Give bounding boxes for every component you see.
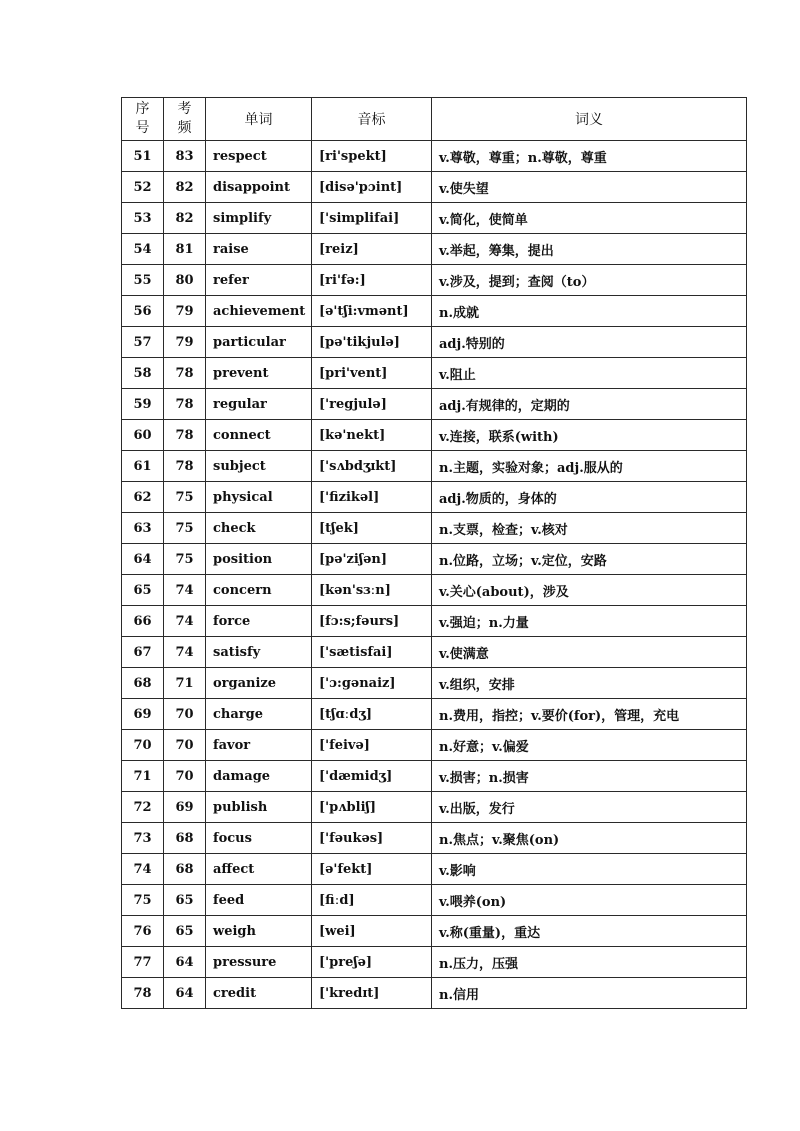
word-cell: raise: [206, 234, 312, 265]
table-row: [122, 699, 747, 730]
header-serial-number: [122, 98, 164, 141]
header-serial-number-line1: 序: [135, 101, 150, 117]
serial-number-cell: 68: [122, 668, 164, 699]
phonetic-cell: [fiːd]: [312, 885, 432, 916]
exam-frequency-cell: 68: [164, 823, 206, 854]
serial-number-cell: 76: [122, 916, 164, 947]
exam-frequency-cell: 82: [164, 203, 206, 234]
word-cell: particular: [206, 327, 312, 358]
exam-frequency-cell: 65: [164, 916, 206, 947]
serial-number-cell: 59: [122, 389, 164, 420]
header-exam-frequency-line1: 考: [177, 101, 192, 117]
table-row: [122, 761, 747, 792]
phonetic-cell: [ə'tʃi:vmənt]: [312, 296, 432, 327]
serial-number-cell: 74: [122, 854, 164, 885]
meaning-cell: v.连接，联系(with): [432, 420, 747, 451]
table-row: [122, 327, 747, 358]
phonetic-cell: [ə'fekt]: [312, 854, 432, 885]
meaning-cell: n.成就: [432, 296, 747, 327]
table-row: [122, 513, 747, 544]
exam-frequency-cell: 74: [164, 637, 206, 668]
table-row: [122, 544, 747, 575]
exam-frequency-cell: 70: [164, 699, 206, 730]
serial-number-cell: 66: [122, 606, 164, 637]
meaning-cell: n.焦点；v.聚焦(on): [432, 823, 747, 854]
exam-frequency-cell: 78: [164, 420, 206, 451]
table-header: [122, 98, 747, 141]
serial-number-cell: 54: [122, 234, 164, 265]
exam-frequency-cell: 75: [164, 482, 206, 513]
header-exam-frequency-line2: 频: [177, 120, 192, 136]
meaning-cell: v.涉及，提到；查阅（to）: [432, 265, 747, 296]
table-row: [122, 234, 747, 265]
table-row: [122, 668, 747, 699]
header-meaning: 词义: [432, 98, 747, 141]
phonetic-cell: [wei]: [312, 916, 432, 947]
word-cell: simplify: [206, 203, 312, 234]
exam-frequency-cell: 78: [164, 389, 206, 420]
exam-frequency-cell: 80: [164, 265, 206, 296]
header-word: 单词: [206, 98, 312, 141]
meaning-cell: n.信用: [432, 978, 747, 1009]
exam-frequency-cell: 71: [164, 668, 206, 699]
table-row: [122, 947, 747, 978]
table-row: [122, 792, 747, 823]
word-cell: achievement: [206, 296, 312, 327]
phonetic-cell: [pə'ziʃən]: [312, 544, 432, 575]
table-body: [122, 141, 747, 1009]
meaning-cell: v.使满意: [432, 637, 747, 668]
table-row: [122, 730, 747, 761]
exam-frequency-cell: 75: [164, 544, 206, 575]
word-cell: physical: [206, 482, 312, 513]
meaning-cell: v.喂养(on): [432, 885, 747, 916]
serial-number-cell: 61: [122, 451, 164, 482]
table-row: [122, 575, 747, 606]
phonetic-cell: ['dæmidʒ]: [312, 761, 432, 792]
phonetic-cell: [fɔ:s;fəurs]: [312, 606, 432, 637]
table-row: [122, 978, 747, 1009]
serial-number-cell: 78: [122, 978, 164, 1009]
table-row: [122, 358, 747, 389]
exam-frequency-cell: 78: [164, 451, 206, 482]
phonetic-cell: [tʃek]: [312, 513, 432, 544]
serial-number-cell: 77: [122, 947, 164, 978]
meaning-cell: v.称(重量)，重达: [432, 916, 747, 947]
exam-frequency-cell: 64: [164, 947, 206, 978]
table-row: [122, 141, 747, 172]
serial-number-cell: 73: [122, 823, 164, 854]
meaning-cell: n.压力，压强: [432, 947, 747, 978]
serial-number-cell: 69: [122, 699, 164, 730]
meaning-cell: n.费用，指控；v.要价(for)，管理，充电: [432, 699, 747, 730]
serial-number-cell: 57: [122, 327, 164, 358]
serial-number-cell: 58: [122, 358, 164, 389]
table-row: [122, 606, 747, 637]
table-row: [122, 420, 747, 451]
serial-number-cell: 67: [122, 637, 164, 668]
exam-frequency-cell: 74: [164, 575, 206, 606]
phonetic-cell: [tʃɑːdʒ]: [312, 699, 432, 730]
table-row: [122, 451, 747, 482]
phonetic-cell: ['sʌbdʒɪkt]: [312, 451, 432, 482]
word-cell: feed: [206, 885, 312, 916]
phonetic-cell: [reiz]: [312, 234, 432, 265]
meaning-cell: v.出版，发行: [432, 792, 747, 823]
word-cell: credit: [206, 978, 312, 1009]
word-cell: disappoint: [206, 172, 312, 203]
table-row: [122, 916, 747, 947]
meaning-cell: v.使失望: [432, 172, 747, 203]
phonetic-cell: [disə'pɔint]: [312, 172, 432, 203]
serial-number-cell: 72: [122, 792, 164, 823]
phonetic-cell: ['ɔ:gənaiz]: [312, 668, 432, 699]
phonetic-cell: [ri'spekt]: [312, 141, 432, 172]
meaning-cell: adj.物质的，身体的: [432, 482, 747, 513]
serial-number-cell: 53: [122, 203, 164, 234]
meaning-cell: n.主题，实验对象；adj.服从的: [432, 451, 747, 482]
phonetic-cell: ['sætisfai]: [312, 637, 432, 668]
exam-frequency-cell: 69: [164, 792, 206, 823]
serial-number-cell: 65: [122, 575, 164, 606]
phonetic-cell: [pə'tikjulə]: [312, 327, 432, 358]
serial-number-cell: 51: [122, 141, 164, 172]
header-row: [122, 98, 747, 141]
exam-frequency-cell: 82: [164, 172, 206, 203]
meaning-cell: adj.有规律的，定期的: [432, 389, 747, 420]
serial-number-cell: 71: [122, 761, 164, 792]
phonetic-cell: [ri'fə:]: [312, 265, 432, 296]
meaning-cell: v.组织，安排: [432, 668, 747, 699]
exam-frequency-cell: 65: [164, 885, 206, 916]
exam-frequency-cell: 83: [164, 141, 206, 172]
serial-number-cell: 60: [122, 420, 164, 451]
exam-frequency-cell: 79: [164, 296, 206, 327]
phonetic-cell: ['regjulə]: [312, 389, 432, 420]
phonetic-cell: ['fəukəs]: [312, 823, 432, 854]
table-row: [122, 172, 747, 203]
word-cell: damage: [206, 761, 312, 792]
serial-number-cell: 63: [122, 513, 164, 544]
serial-number-cell: 62: [122, 482, 164, 513]
word-cell: weigh: [206, 916, 312, 947]
meaning-cell: v.强迫；n.力量: [432, 606, 747, 637]
serial-number-cell: 75: [122, 885, 164, 916]
vocabulary-sheet: [121, 97, 747, 1009]
meaning-cell: v.影响: [432, 854, 747, 885]
word-cell: charge: [206, 699, 312, 730]
exam-frequency-cell: 64: [164, 978, 206, 1009]
word-cell: concern: [206, 575, 312, 606]
exam-frequency-cell: 78: [164, 358, 206, 389]
meaning-cell: n.好意；v.偏爱: [432, 730, 747, 761]
table-row: [122, 296, 747, 327]
word-cell: refer: [206, 265, 312, 296]
word-cell: organize: [206, 668, 312, 699]
header-exam-frequency: [164, 98, 206, 141]
table-row: [122, 203, 747, 234]
word-cell: subject: [206, 451, 312, 482]
word-cell: check: [206, 513, 312, 544]
word-cell: affect: [206, 854, 312, 885]
exam-frequency-cell: 81: [164, 234, 206, 265]
table-row: [122, 637, 747, 668]
serial-number-cell: 70: [122, 730, 164, 761]
word-cell: focus: [206, 823, 312, 854]
word-cell: position: [206, 544, 312, 575]
phonetic-cell: ['kredɪt]: [312, 978, 432, 1009]
exam-frequency-cell: 75: [164, 513, 206, 544]
table-row: [122, 265, 747, 296]
word-cell: regular: [206, 389, 312, 420]
header-serial-number-line2: 号: [135, 120, 150, 136]
meaning-cell: v.简化，使简单: [432, 203, 747, 234]
meaning-cell: v.关心(about)，涉及: [432, 575, 747, 606]
word-cell: respect: [206, 141, 312, 172]
phonetic-cell: ['preʃə]: [312, 947, 432, 978]
phonetic-cell: ['feivə]: [312, 730, 432, 761]
word-cell: pressure: [206, 947, 312, 978]
phonetic-cell: ['simplifai]: [312, 203, 432, 234]
phonetic-cell: [kən'sɜːn]: [312, 575, 432, 606]
meaning-cell: v.尊敬，尊重；n.尊敬，尊重: [432, 141, 747, 172]
exam-frequency-cell: 70: [164, 730, 206, 761]
word-cell: publish: [206, 792, 312, 823]
word-cell: favor: [206, 730, 312, 761]
word-cell: connect: [206, 420, 312, 451]
meaning-cell: v.举起，筹集，提出: [432, 234, 747, 265]
table-row: [122, 389, 747, 420]
vocabulary-table: [121, 97, 747, 1009]
word-cell: force: [206, 606, 312, 637]
phonetic-cell: [pri'vent]: [312, 358, 432, 389]
phonetic-cell: ['pʌbliʃ]: [312, 792, 432, 823]
table-row: [122, 823, 747, 854]
serial-number-cell: 64: [122, 544, 164, 575]
table-row: [122, 885, 747, 916]
serial-number-cell: 52: [122, 172, 164, 203]
meaning-cell: n.位路，立场；v.定位，安路: [432, 544, 747, 575]
exam-frequency-cell: 70: [164, 761, 206, 792]
word-cell: prevent: [206, 358, 312, 389]
serial-number-cell: 56: [122, 296, 164, 327]
meaning-cell: v.损害；n.损害: [432, 761, 747, 792]
exam-frequency-cell: 79: [164, 327, 206, 358]
exam-frequency-cell: 68: [164, 854, 206, 885]
header-phonetic: 音标: [312, 98, 432, 141]
exam-frequency-cell: 74: [164, 606, 206, 637]
serial-number-cell: 55: [122, 265, 164, 296]
meaning-cell: v.阻止: [432, 358, 747, 389]
phonetic-cell: ['fizikəl]: [312, 482, 432, 513]
table-row: [122, 854, 747, 885]
word-cell: satisfy: [206, 637, 312, 668]
table-row: [122, 482, 747, 513]
meaning-cell: n.支票，检查；v.核对: [432, 513, 747, 544]
meaning-cell: adj.特别的: [432, 327, 747, 358]
phonetic-cell: [kə'nekt]: [312, 420, 432, 451]
